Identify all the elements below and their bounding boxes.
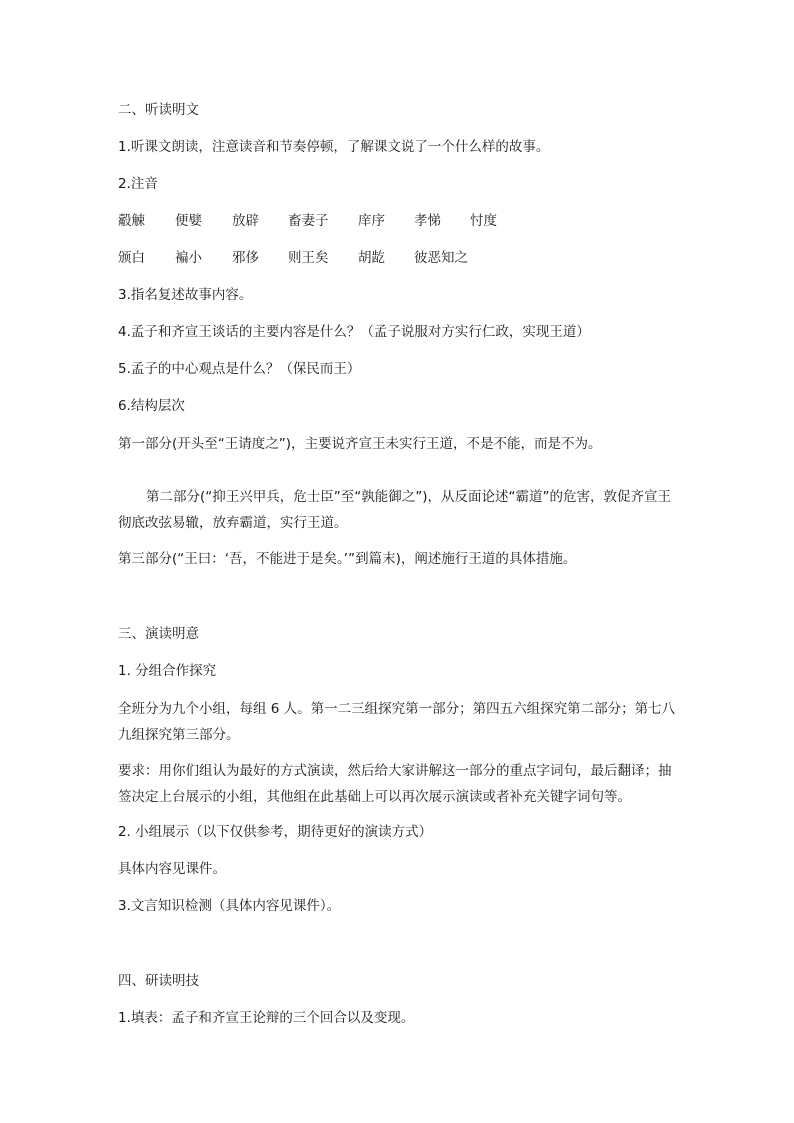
section-heading-4: 四、研读明技	[118, 973, 199, 989]
pinyin-word: 则王矣	[288, 250, 329, 266]
pinyin-word: 觳觫	[118, 213, 145, 229]
pinyin-word: 颁白	[118, 250, 145, 266]
structure-part-2: 第二部分(“抑王兴甲兵，危士臣”至“孰能御之”)，从反面论述“霸道”的危害，敦促齐宣王彻底改弦易辙，放弃霸道，实行王道。	[118, 489, 671, 531]
paragraph: 1.听课文朗读，注意读音和节奏停顿，了解课文说了一个什么样的故事。	[118, 139, 550, 155]
pinyin-word: 庠序	[358, 213, 385, 229]
paragraph: 3.指名复述故事内容。	[118, 287, 253, 303]
paragraph: 全班分为九个小组，每组 6 人。第一二三组探究第一部分；第四五六组探究第二部分；第七八九组探究第三部分。	[118, 701, 676, 743]
paragraph: 要求：用你们组认为最好的方式演读，然后给大家讲解这一部分的重点字词句，最后翻译；抽签决定上台展示的小组，其他组在此基础上可以再次展示演读或者补充关键字词句等。	[118, 763, 672, 805]
paragraph: 3.文言知识检测（具体内容见课件）。	[118, 898, 341, 914]
pinyin-word: 忖度	[470, 213, 497, 229]
section-heading-3: 三、演读明意	[118, 626, 199, 642]
paragraph: 2.注音	[118, 176, 158, 192]
section-heading-2: 二、听读明文	[118, 102, 199, 118]
pinyin-word: 便嬖	[175, 213, 202, 229]
pinyin-word: 褊小	[175, 250, 202, 266]
paragraph: 1.填表：孟子和齐宣王论辩的三个回合以及变现。	[118, 1010, 415, 1026]
pinyin-word: 放辟	[232, 213, 259, 229]
structure-part-3: 第三部分(“王曰：‘吾，不能进于是矣。’”到篇末)，阐述施行王道的具体措施。	[118, 551, 577, 567]
paragraph: 1. 分组合作探究	[118, 663, 217, 679]
pinyin-word: 胡龁	[358, 250, 385, 266]
paragraph: 5.孟子的中心观点是什么？（保民而王）	[118, 361, 361, 377]
pinyin-word: 彼恶知之	[414, 250, 468, 266]
pinyin-word: 邪侈	[232, 250, 259, 266]
pinyin-word: 孝悌	[414, 213, 441, 229]
structure-part-1: 第一部分(开头至“王请度之”)，主要说齐宣王未实行王道，不是不能，而是不为。	[118, 436, 602, 452]
paragraph: 具体内容见课件。	[118, 861, 226, 877]
paragraph: 6.结构层次	[118, 398, 185, 414]
paragraph: 4.孟子和齐宣王谈话的主要内容是什么？（孟子说服对方实行仁政，实现王道）	[118, 324, 590, 340]
paragraph: 2. 小组展示（以下仅供参考，期待更好的演读方式）	[118, 824, 433, 840]
pinyin-word: 畜妻子	[288, 213, 329, 229]
